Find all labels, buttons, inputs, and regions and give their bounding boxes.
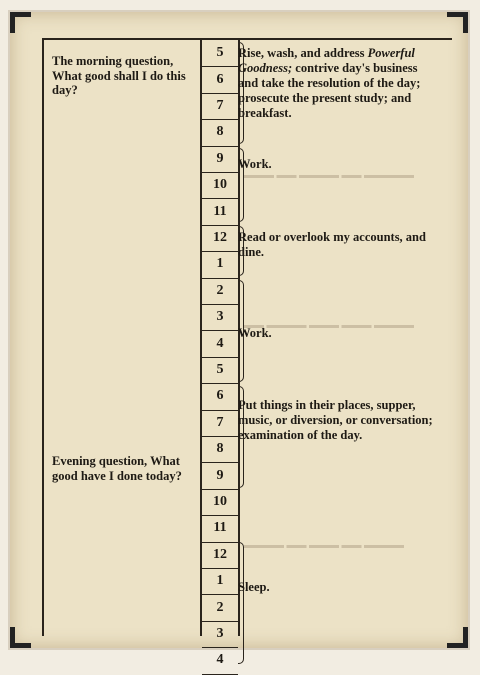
- task-sleep: Sleep.: [238, 580, 270, 594]
- hour-group-brace: [238, 542, 244, 664]
- hour-cell: 9: [202, 146, 238, 173]
- hour-cell: 8: [202, 119, 238, 146]
- hour-cell: 5: [202, 40, 238, 67]
- hour-cell: 9: [202, 462, 238, 489]
- hour-cell: 11: [202, 515, 238, 542]
- hour-cell: 7: [202, 93, 238, 120]
- task-text: Rise, wash, and address: [238, 46, 365, 60]
- evening-question: Evening question, What good have I done today?: [52, 454, 182, 483]
- task-morning-routine: [238, 46, 438, 121]
- hour-cell: 4: [202, 330, 238, 357]
- hour-cell: 12: [202, 542, 238, 569]
- frame-corner-top-left: [10, 12, 31, 33]
- hour-cell: 5: [202, 357, 238, 384]
- hour-cell: 6: [202, 66, 238, 93]
- bleed-through-texture: ▬▬▬▬ ▬▬ ▬▬▬ ▬▬ ▬▬▬▬: [244, 540, 404, 551]
- task-work-morning: Work.: [238, 157, 272, 171]
- hour-column: [200, 40, 240, 668]
- hour-cell: 10: [202, 489, 238, 516]
- task-evening-routine: Put things in their places, supper, music, or diversion, or conversation; examination of the day.: [238, 398, 433, 442]
- hour-cell: 7: [202, 410, 238, 437]
- task-text: contrive day's business and take the resolution of the day; prosecute the present study; and breakfast.: [238, 61, 421, 120]
- hour-cell: 12: [202, 225, 238, 252]
- hour-cell: 2: [202, 278, 238, 305]
- hour-cell: 3: [202, 621, 238, 648]
- hour-cell: 10: [202, 172, 238, 199]
- daily-schedule-table: [42, 38, 452, 668]
- hour-cell: 1: [202, 251, 238, 278]
- hour-cell: 8: [202, 436, 238, 463]
- hour-cell: 6: [202, 383, 238, 410]
- task-text-italic: Powerful Goodness;: [238, 46, 415, 75]
- hour-cell: 11: [202, 198, 238, 225]
- task-accounts-dine: Read or overlook my accounts, and dine.: [238, 230, 426, 259]
- bleed-through-texture: ▬▬ ▬▬▬▬ ▬▬▬ ▬▬▬ ▬▬▬▬: [244, 320, 414, 331]
- frame-corner-top-right: [447, 12, 468, 33]
- bleed-through-texture: ▬▬▬ ▬▬ ▬▬▬▬ ▬▬ ▬▬▬▬▬: [244, 170, 414, 181]
- hour-cell: 2: [202, 594, 238, 621]
- hour-cell: 3: [202, 304, 238, 331]
- morning-question: The morning question, What good shall I do this day?: [52, 54, 186, 97]
- hour-cell: 4: [202, 647, 238, 674]
- frame-corner-bottom-left: [10, 627, 31, 648]
- task-work-afternoon: Work.: [238, 326, 272, 340]
- hour-cell: 1: [202, 568, 238, 595]
